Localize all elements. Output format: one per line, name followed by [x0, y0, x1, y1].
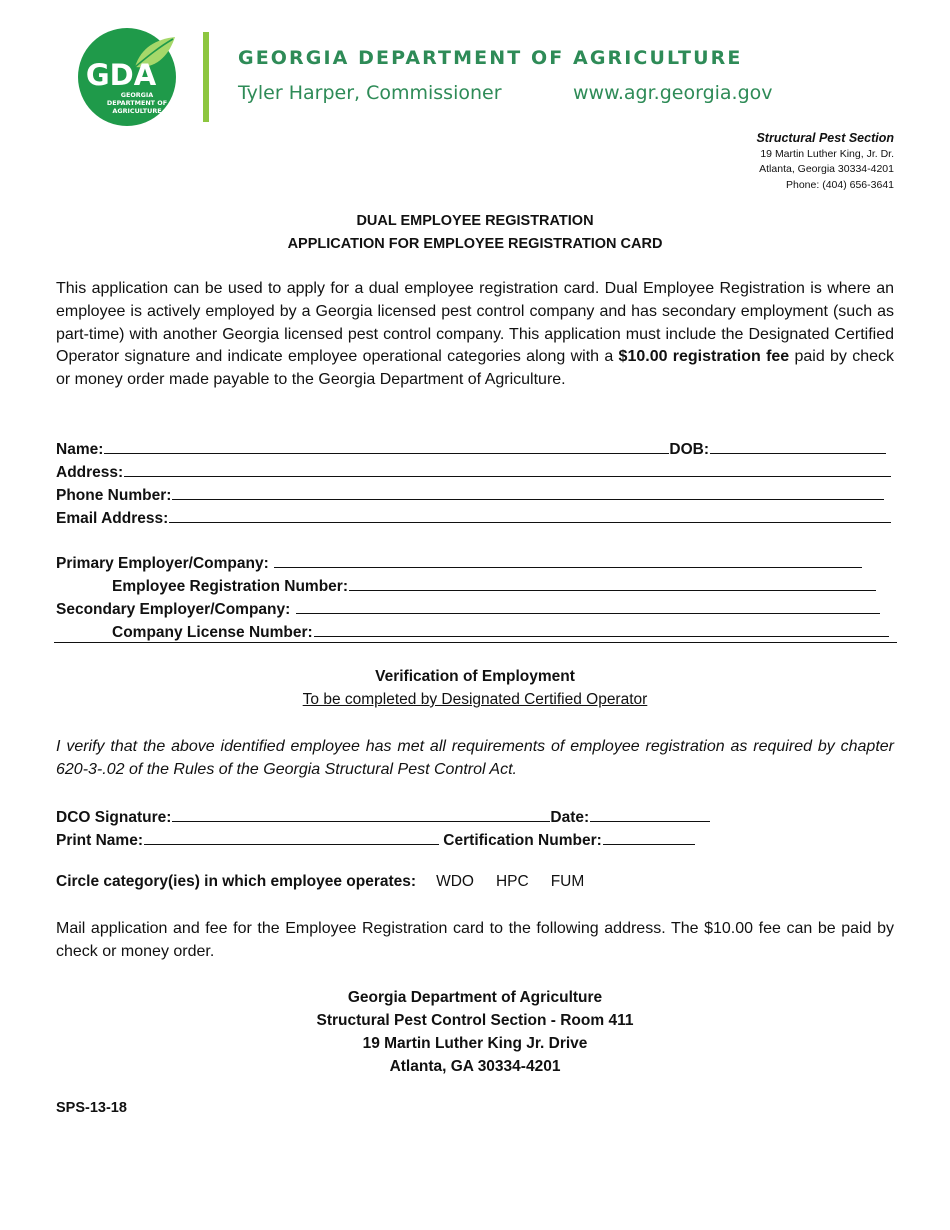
fee-highlight: $10.00 registration fee	[618, 348, 790, 366]
section-street: 19 Martin Luther King, Jr. Dr.	[760, 147, 894, 160]
cert-number-label: Certification Number:	[439, 832, 602, 849]
mailing-address-line-1: Georgia Department of Agriculture	[347, 989, 603, 1006]
phone-label: Phone Number:	[56, 487, 172, 504]
dco-signature-label: DCO Signature:	[56, 809, 172, 826]
company-license-label: Company License Number:	[112, 624, 313, 641]
primary-employer-input-line[interactable]	[274, 551, 862, 568]
verification-title: Verification of Employment	[375, 668, 575, 685]
category-label: Circle category(ies) in which employee operates:	[56, 873, 417, 890]
department-name: GEORGIA DEPARTMENT OF AGRICULTURE	[238, 47, 743, 69]
dco-signature-row	[56, 805, 710, 830]
email-input-line[interactable]	[169, 506, 891, 523]
title-line-2: APPLICATION FOR EMPLOYEE REGISTRATION CARD	[287, 236, 663, 252]
date-label: Date:	[550, 809, 590, 826]
gda-logo	[77, 27, 177, 127]
employee-reg-input-line[interactable]	[349, 574, 876, 591]
print-name-row	[56, 828, 695, 853]
employee-reg-row	[112, 574, 876, 599]
date-input-line[interactable]	[590, 805, 710, 822]
address-input-line[interactable]	[124, 460, 891, 477]
mail-instructions: Mail application and fee for the Employee Registration card to the following address. The $10.00 fee can be paid by check or money order.	[56, 920, 894, 960]
section-contact	[756, 131, 894, 193]
print-name-label: Print Name:	[56, 832, 143, 849]
intro-text-2: paid by check or money order made payable to the Georgia Department of Agriculture.	[56, 348, 895, 389]
commissioner-name: Tyler Harper, Commissioner	[238, 82, 502, 104]
cert-number-input-line[interactable]	[603, 828, 695, 845]
section-city: Atlanta, Georgia 30334-4201	[759, 163, 894, 175]
category-option-fum[interactable]: FUM	[550, 873, 585, 890]
section-divider	[54, 642, 897, 643]
primary-employer-label: Primary Employer/Company:	[56, 555, 274, 572]
intro-text-1: This application can be used to apply for a dual employee registration card. Dual Employee Registration is where an employee is actively employed by a Georgia licensed pest control company and has secondary employment (such as part-time) with another Georgia licensed pest control company. This application must include the Designated Certified Operator signature and indicate employee operational categories along with a	[56, 280, 894, 366]
name-label: Name:	[56, 441, 104, 458]
dob-label: DOB:	[669, 441, 709, 458]
website-link[interactable]: www.agr.georgia.gov	[573, 82, 773, 104]
email-row	[56, 506, 891, 531]
svg-text:GEORGIA: GEORGIA	[120, 91, 154, 99]
svg-text:DEPARTMENT OF: DEPARTMENT OF	[106, 99, 168, 107]
category-option-hpc[interactable]: HPC	[495, 873, 529, 890]
primary-employer-row	[56, 551, 862, 576]
category-option-wdo[interactable]: WDO	[436, 873, 474, 890]
mailing-address-line-3: 19 Martin Luther King Jr. Drive	[362, 1035, 588, 1052]
dco-signature-input-line[interactable]	[172, 805, 550, 822]
name-row	[56, 437, 886, 462]
address-row	[56, 460, 891, 485]
section-phone: Phone: (404) 656-3641	[786, 178, 894, 191]
email-label: Email Address:	[56, 510, 169, 527]
verification-statement: I verify that the above identified employee has met all requirements of employee registration as required by chapter 620-3-.02 of the Rules of the Georgia Structural Pest Control Act.	[56, 738, 894, 778]
phone-input-line[interactable]	[172, 483, 884, 500]
mailing-address-line-2: Structural Pest Control Section - Room 411	[316, 1012, 634, 1029]
form-title	[0, 210, 950, 256]
secondary-employer-label: Secondary Employer/Company:	[56, 601, 295, 618]
svg-text:AGRICULTURE: AGRICULTURE	[112, 107, 162, 115]
print-name-input-line[interactable]	[144, 828, 439, 845]
phone-row	[56, 483, 884, 508]
secondary-employer-row	[56, 597, 880, 622]
company-license-input-line[interactable]	[314, 620, 889, 637]
mailing-address-line-4: Atlanta, GA 30334-4201	[389, 1058, 561, 1075]
form-number: SPS-13-18	[56, 1100, 127, 1116]
secondary-employer-input-line[interactable]	[296, 597, 880, 614]
header-divider	[203, 32, 209, 122]
section-name: Structural Pest Section	[756, 131, 894, 145]
dob-input-line[interactable]	[710, 437, 886, 454]
mailing-address	[0, 986, 950, 1078]
logo-text: GDA	[85, 58, 157, 92]
category-row	[56, 873, 584, 891]
verification-subtitle	[0, 691, 950, 709]
name-input-line[interactable]	[104, 437, 669, 454]
verification-subtitle-text: To be completed by Designated Certified Operator	[302, 691, 648, 708]
employee-reg-label: Employee Registration Number:	[112, 578, 348, 595]
intro-paragraph	[56, 278, 894, 392]
title-line-1: DUAL EMPLOYEE REGISTRATION	[356, 213, 594, 229]
address-label: Address:	[56, 464, 124, 481]
